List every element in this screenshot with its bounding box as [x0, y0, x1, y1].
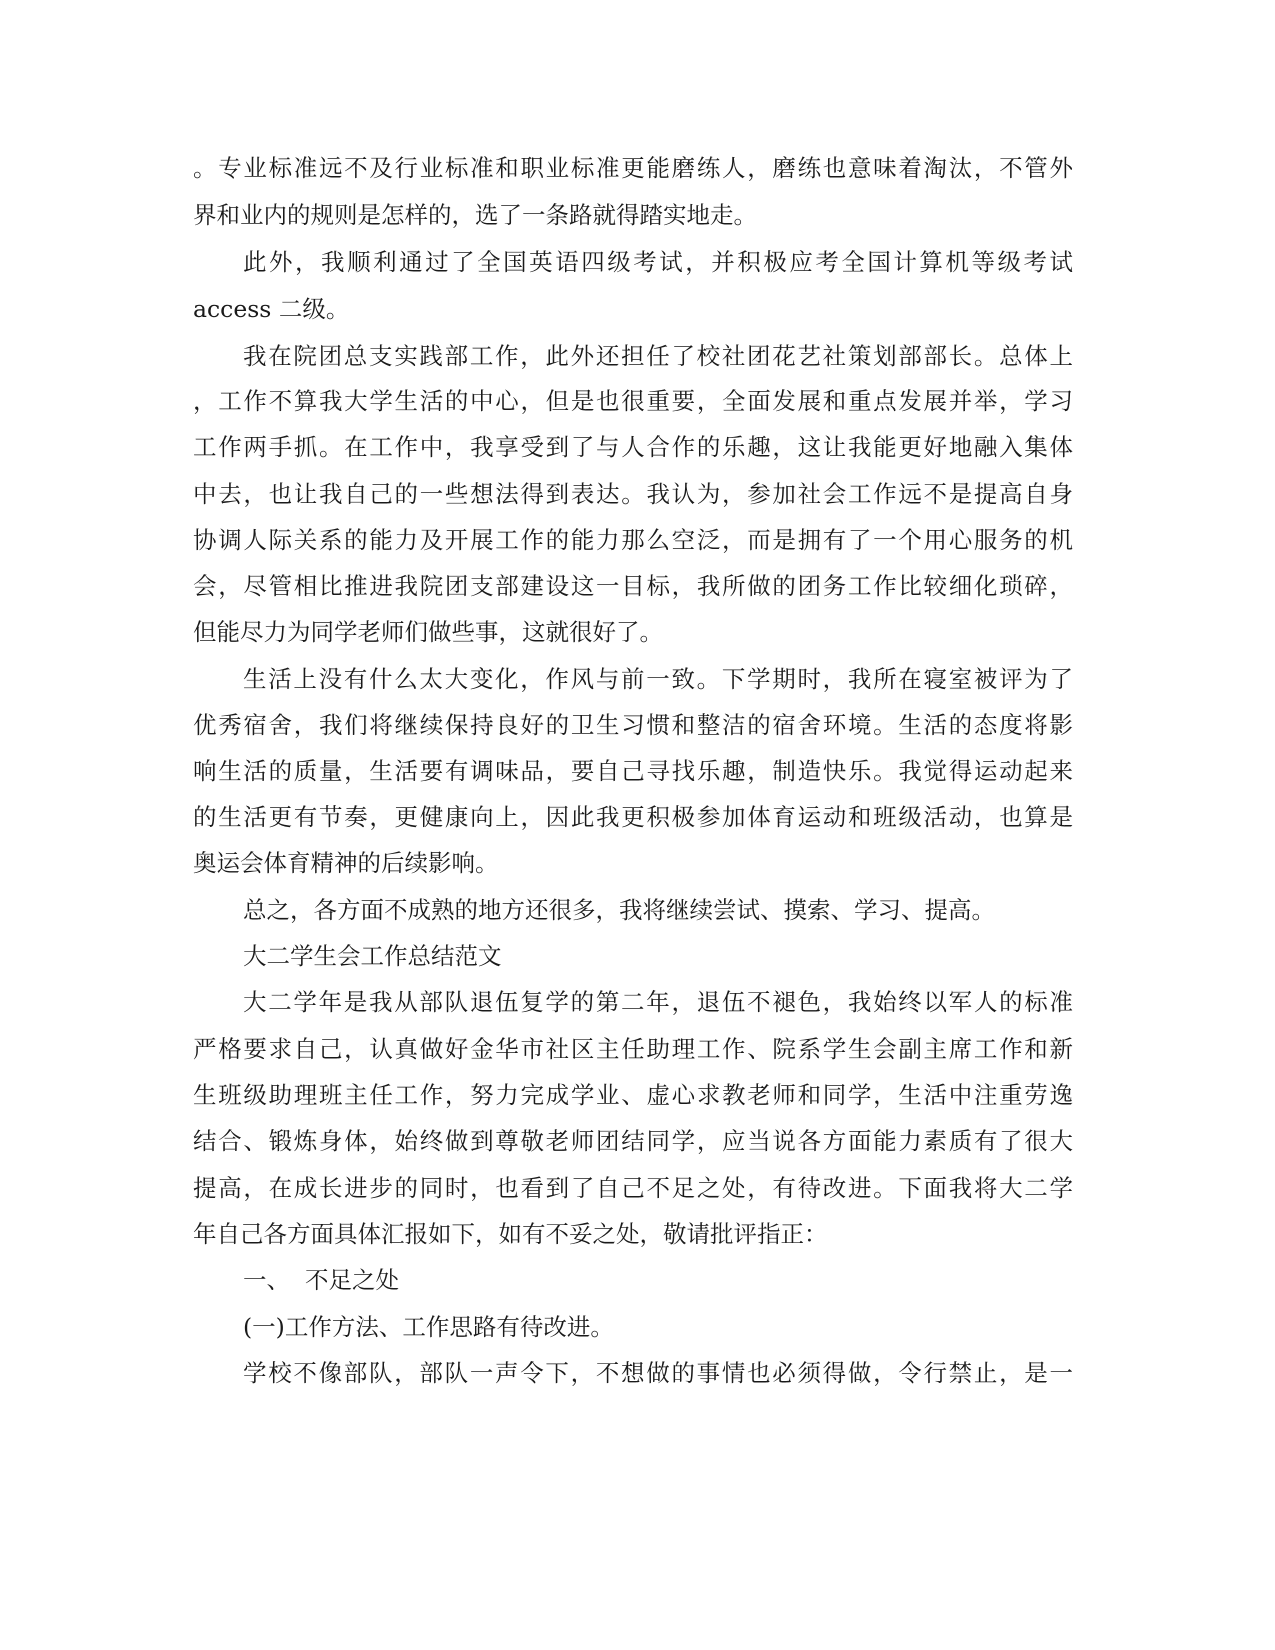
text-line: 中去，也让我自己的一些想法得到表达。我认为，参加社会工作远不是提高自身	[193, 480, 1073, 508]
text-line: 严格要求自己，认真做好金华市社区主任助理工作、院系学生会副主席工作和新	[193, 1035, 1073, 1063]
section-title: 大二学生会工作总结范文	[243, 942, 502, 970]
text-line: 结合、锻炼身体，始终做到尊敬老师团结同学，应当说各方面能力素质有了很大	[193, 1127, 1073, 1155]
text-line: 我在院团总支实践部工作，此外还担任了校社团花艺社策划部部长。总体上	[243, 342, 1073, 370]
text-line: 学校不像部队，部队一声令下，不想做的事情也必须得做，令行禁止，是一	[243, 1359, 1073, 1387]
text-line: 此外，我顺利通过了全国英语四级考试，并积极应考全国计算机等级考试	[243, 248, 1073, 276]
text-line: 的生活更有节奏，更健康向上，因此我更积极参加体育运动和班级活动，也算是	[193, 803, 1073, 831]
text-line: 。专业标准远不及行业标准和职业标准更能磨练人，磨练也意味着淘汰，不管外	[193, 154, 1073, 182]
text-line: 但能尽力为同学老师们做些事，这就很好了。	[193, 618, 663, 646]
heading-1: 一、 不足之处	[243, 1266, 399, 1294]
text-line: 总之，各方面不成熟的地方还很多，我将继续尝试、摸索、学习、提高。	[243, 896, 995, 924]
text-line: 会，尽管相比推进我院团支部建设这一目标，我所做的团务工作比较细化琐碎，	[193, 572, 1073, 600]
text-line: 大二学年是我从部队退伍复学的第二年，退伍不褪色，我始终以军人的标准	[243, 988, 1073, 1016]
text-line: 界和业内的规则是怎样的，选了一条路就得踏实地走。	[193, 201, 757, 229]
text-line: 年自己各方面具体汇报如下，如有不妥之处，敬请批评指正：	[193, 1220, 828, 1248]
text-line: 协调人际关系的能力及开展工作的能力那么空泛，而是拥有了一个用心服务的机	[193, 526, 1073, 554]
text-line: ，工作不算我大学生活的中心，但是也很重要，全面发展和重点发展并举，学习	[193, 387, 1073, 415]
text-line: 生班级助理班主任工作，努力完成学业、虚心求教老师和同学，生活中注重劳逸	[193, 1081, 1073, 1109]
text-line: access 二级。	[193, 295, 350, 323]
text-line: 优秀宿舍，我们将继续保持良好的卫生习惯和整洁的宿舍环境。生活的态度将影	[193, 711, 1073, 739]
text-line: 响生活的质量，生活要有调味品，要自己寻找乐趣，制造快乐。我觉得运动起来	[193, 757, 1073, 785]
text-line: 提高，在成长进步的同时，也看到了自己不足之处，有待改进。下面我将大二学	[193, 1174, 1073, 1202]
text-line: 工作两手抓。在工作中，我享受到了与人合作的乐趣，这让我能更好地融入集体	[193, 433, 1073, 461]
text-line: 奥运会体育精神的后续影响。	[193, 849, 499, 877]
text-line: 生活上没有什么太大变化，作风与前一致。下学期时，我所在寝室被评为了	[243, 665, 1073, 693]
heading-2: (一)工作方法、工作思路有待改进。	[243, 1313, 614, 1341]
